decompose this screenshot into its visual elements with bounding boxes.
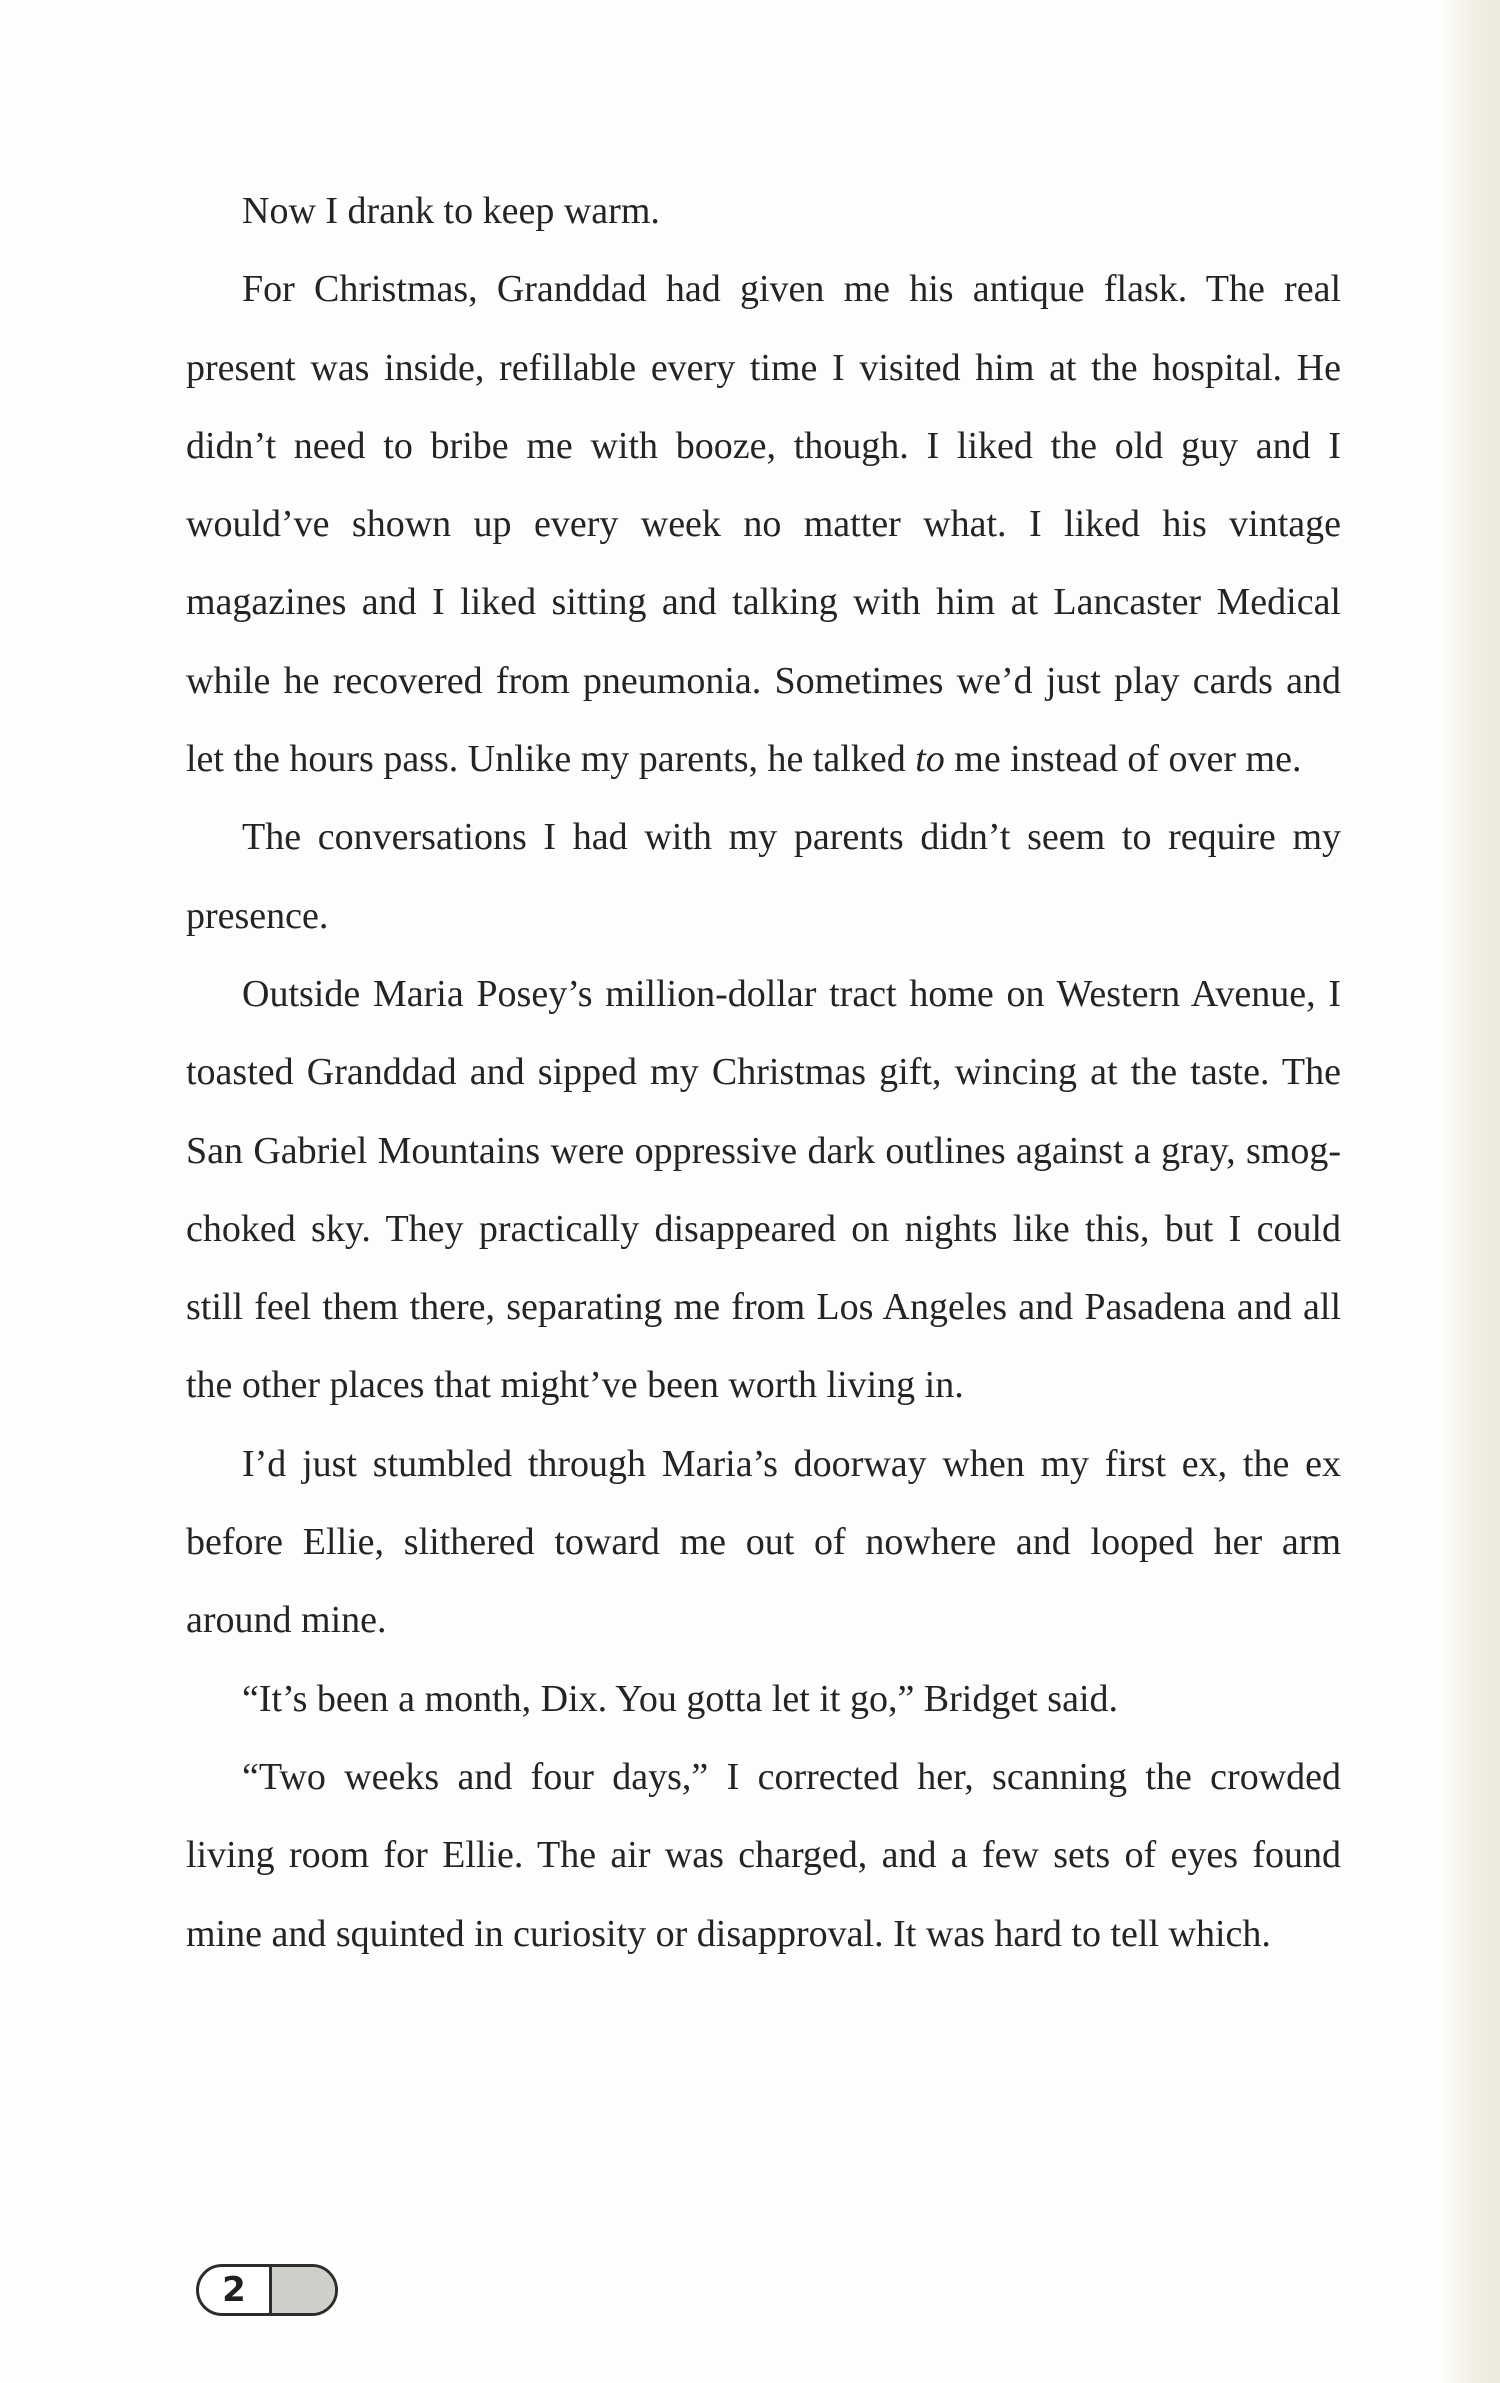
- paragraph-text: For Christmas, Granddad had given me his antique flask. The real present was inside, refillable every time I visited him at the hospital. He didn’t need to bribe me with booze, though. I liked the old guy and I would’ve shown up every week no matter what. I liked his vintage magazines and I liked sitting and talking with him at Lancaster Medical while he recovered from pneumonia. Sometimes we’d just play cards and let the hours pass. Unlike my parents, he talked: [186, 268, 1341, 781]
- paragraph: [186, 250, 1341, 798]
- paragraph: “It’s been a month, Dix. You gotta let it go,” Bridget said.: [242, 1677, 1119, 1720]
- page-number: 2: [222, 2270, 246, 2310]
- page-number-tab: [269, 2267, 338, 2316]
- page-number-frame: [196, 2264, 338, 2316]
- paragraph: The conversations I had with my parents didn’t seem to require my presence.: [186, 816, 1341, 937]
- paragraph: Outside Maria Posey’s million-dollar tract home on Western Avenue, I toasted Granddad and sipped my Christmas gift, wincing at the taste. The San Gabriel Mountains were oppressive dark outlines against a gray, smog-choked sky. They practically disappeared on nights like this, but I could still feel them there, separating me from Los Angeles and Pasadena and all the other places that might’ve been worth living in.: [186, 972, 1341, 1407]
- emphasized-word: to: [915, 738, 945, 781]
- paragraph: “Two weeks and four days,” I corrected her, scanning the crowded living room for Ellie. The air was charged, and a few sets of eyes found mine and squinted in curiosity or disapproval. It was hard to tell which.: [186, 1755, 1341, 1955]
- body-text: [186, 172, 1341, 1973]
- page-number-badge: [196, 2264, 338, 2316]
- paragraph: I’d just stumbled through Maria’s doorway when my first ex, the ex before Ellie, slithered toward me out of nowhere and looped her arm around mine.: [186, 1442, 1341, 1642]
- page-gutter-shadow: [1440, 0, 1500, 2383]
- paragraph-text-tail: me instead of over me.: [944, 738, 1302, 781]
- paragraph: Now I drank to keep warm.: [242, 190, 660, 232]
